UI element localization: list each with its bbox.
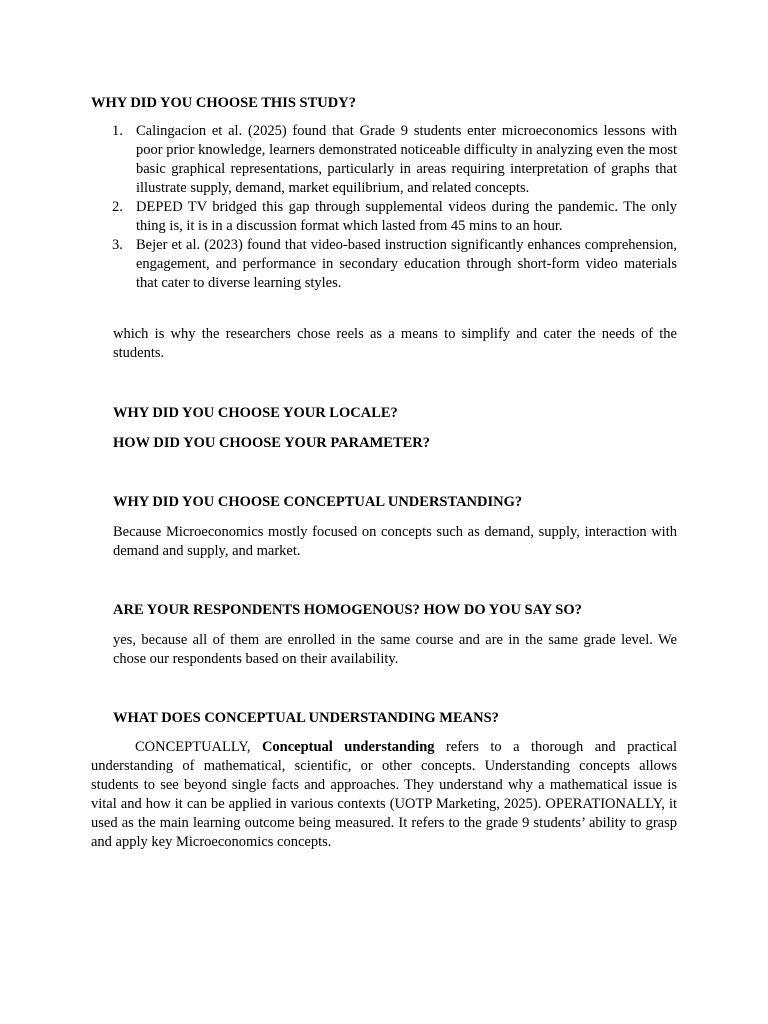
heading-parameter: HOW DID YOU CHOOSE YOUR PARAMETER? [113, 435, 431, 451]
list-item-number: 2. [112, 199, 123, 215]
heading-conceptual-understanding: WHY DID YOU CHOOSE CONCEPTUAL UNDERSTANDING? [113, 494, 523, 510]
list-item-number: 1. [112, 123, 123, 139]
list-item-text: Bejer et al. (2023) found that video-based instruction significantly enhances comprehension, engagement, and performance in secondary education through short-form video materials that cater to diverse learning styles. [136, 237, 677, 291]
conceptual-understanding-answer: Because Microeconomics mostly focused on concepts such as demand, supply, interaction with demand and supply, and market. [113, 524, 677, 559]
heading-locale: WHY DID YOU CHOOSE YOUR LOCALE? [113, 405, 398, 421]
reasons-list [91, 122, 677, 293]
list-item-text: Calingacion et al. (2025) found that Grade 9 students enter microeconomics lessons with poor prior knowledge, learners demonstrated noticeable difficulty in analyzing even the most basic graphical representations, particularly in areas requiring interpretation of graphs that illustrate supply, demand, market equilibrium, and related concepts. [136, 123, 677, 196]
list-item-text: DEPED TV bridged this gap through supplemental videos during the pandemic. The only thing is, it is in a discussion format which lasted from 45 mins to an hour. [136, 199, 677, 234]
study-conclusion: which is why the researchers chose reels as a means to simplify and cater the needs of the students. [113, 326, 677, 361]
definition-text: refers to a thorough and practical understanding of mathematical, scientific, or other concepts. Understanding concepts allows students to see beyond single facts and approaches. They understand why a mathematical issue is vital and how it can be applied in various contexts (UOTP Marketing, 2025). OPERATIONALLY, it used as the main learning outcome being measured. It refers to the grade 9 students’ ability to grasp and apply key Microeconomics concepts. [91, 739, 678, 850]
list-item [91, 122, 677, 198]
respondents-answer: yes, because all of them are enrolled in the same course and are in the same grade level. We chose our respondents based on their availability. [113, 632, 677, 667]
list-item [91, 236, 677, 293]
definition-term: Conceptual understanding [261, 739, 435, 755]
definition-paragraph [91, 738, 677, 852]
definition-lead: CONCEPTUALLY, [135, 739, 251, 755]
heading-definition: WHAT DOES CONCEPTUAL UNDERSTANDING MEANS? [113, 710, 499, 726]
list-item [91, 198, 677, 236]
heading-why-study: WHY DID YOU CHOOSE THIS STUDY? [91, 95, 356, 111]
list-item-number: 3. [112, 237, 123, 253]
heading-respondents: ARE YOUR RESPONDENTS HOMOGENOUS? HOW DO YOU SAY SO? [113, 602, 582, 618]
